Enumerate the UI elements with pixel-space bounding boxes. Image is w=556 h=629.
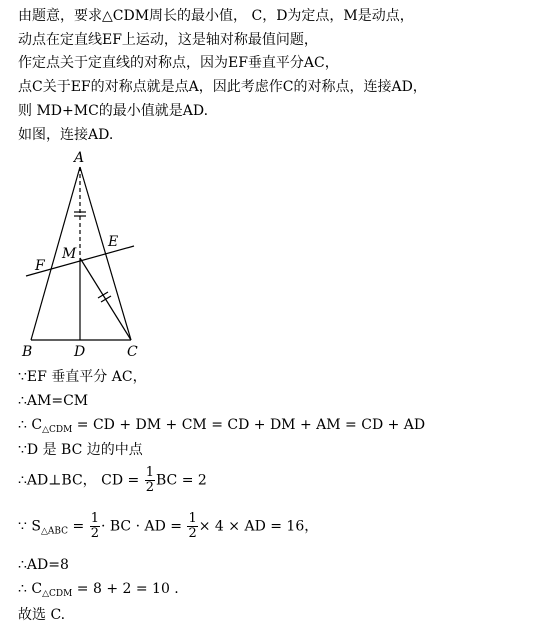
step-6-tail: × 4 × AD = 16， [198,518,319,535]
step-6-middle: · BC · AD = [100,518,182,535]
intro-line-3: 作定点关于定直线的对称点，因为EF垂直平分AC， [18,55,339,71]
tick-mc-2 [101,296,111,302]
fraction-one-half: $\frac{1}{2}$ [145,465,154,495]
step-5-lead: ∴AD⊥BC， CD = [18,472,140,489]
fraction-one-half: $\frac{1}{2}$ [188,511,197,541]
step-7: ∴AD=8 [18,557,69,573]
step-3-symbol: ∴ C [18,417,43,433]
tick-mc-1 [98,292,108,298]
step-4: ∵D 是 BC 边的中点 [18,442,143,458]
step-9-answer: 故选 C. [18,607,66,623]
step-3-expression: = CD + DM + CM = CD + DM + AM = CD + AD [72,417,426,433]
label-f: F [35,258,45,274]
step-8 [18,579,179,604]
step-8-symbol: ∴ C [18,581,43,597]
step-6-equals: = [68,518,85,535]
label-d: D [74,344,86,360]
step-2: ∴AM=CM [18,393,89,409]
intro-line-4: 点C关于EF的对称点就是点A，因此考虑作C的对称点，连接AD， [18,79,427,95]
step-5-tail: BC = 2 [155,472,207,489]
step-6 [18,512,318,542]
fraction-one-half: $\frac{1}{2}$ [90,511,99,541]
label-b: B [22,344,33,360]
step-8-subscript: △CDM [42,589,73,599]
intro-line-5: 则 MD+MC的最小值就是AD. [18,103,209,119]
triangle-figure [0,148,160,363]
label-a: A [74,150,85,166]
step-6-subscript: △ABC [40,526,69,537]
intro-line-6: 如图，连接AD. [18,127,114,143]
step-3-subscript: △CDM [42,425,73,435]
step-6-symbol: ∵ S [18,518,41,535]
intro-line-2: 动点在定直线EF上运动，这是轴对称最值问题， [18,32,318,48]
intro-line-1: 由题意，要求△CDM周长的最小值， C，D为定点，M是动点， [18,8,414,24]
label-m: M [62,246,77,262]
step-8-expression: = 8 + 2 = 10 . [72,581,179,597]
label-e: E [108,234,119,250]
step-3 [18,415,425,440]
step-1: ∵EF 垂直平分 AC， [18,369,147,385]
step-5 [18,466,207,495]
label-c: C [127,344,138,360]
